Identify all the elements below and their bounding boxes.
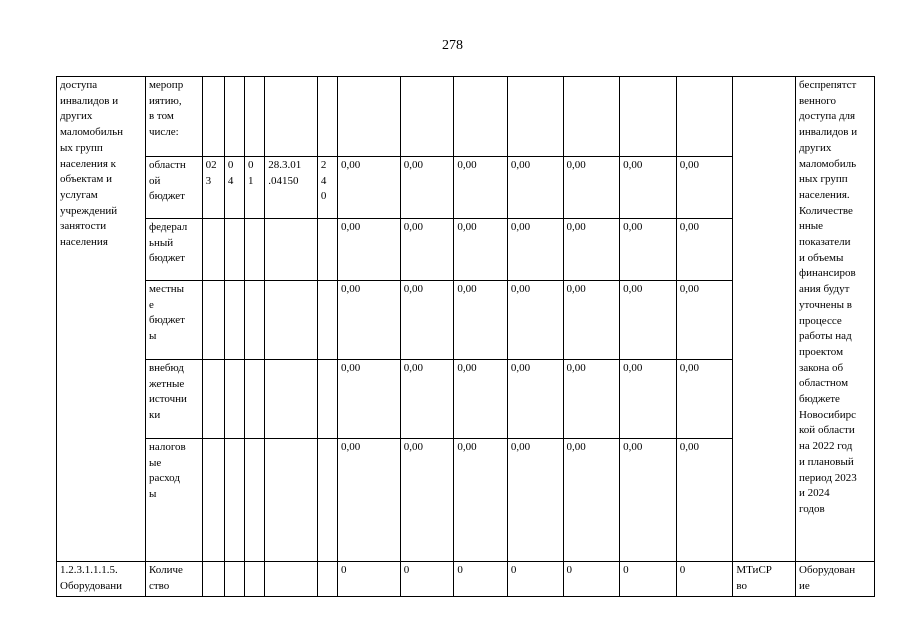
value-cell [563,77,620,157]
value-cell: 0,00 [676,439,733,562]
code-cell-rz [224,77,244,157]
code-cell-csr [265,281,318,360]
table-row [57,77,875,157]
funding-source-cell: внебюд жетные источни ки [145,360,202,439]
value-cell: 0,00 [454,219,508,281]
value-cell: 0 [563,562,620,597]
code-cell-rz: 0 4 [224,157,244,219]
code-cell-csr [265,439,318,562]
value-cell [620,77,677,157]
value-cell: 0,00 [400,219,454,281]
funding-source-cell: федерал ьный бюджет [145,219,202,281]
table-row [57,562,875,597]
value-cell: 0 [620,562,677,597]
value-cell: 0 [338,562,401,597]
code-cell-rz [224,562,244,597]
code-cell-grbs [202,77,224,157]
expected-result-cell: беспрепятст венного доступа для инвалидов и других маломобиль ных групп населения. Количестве нные показатели и объемы финансиров ания будут уточнены в процессе работы над проектом закона об областном бюджете Новосибирс кой области на 2022 год и плановый период 2023 и 2024 годов [796,77,875,562]
code-cell-grbs [202,360,224,439]
page-number: 278 [442,38,463,53]
funding-source-cell: местны е бюджет ы [145,281,202,360]
expected-result-cell: Оборудован ие [796,562,875,597]
code-cell-rz [224,439,244,562]
value-cell: 0,00 [620,360,677,439]
value-cell: 0,00 [400,281,454,360]
value-cell: 0 [400,562,454,597]
code-cell-csr [265,219,318,281]
value-cell: 0,00 [563,157,620,219]
value-cell: 0,00 [676,219,733,281]
code-cell-pr [245,360,265,439]
value-cell: 0 [676,562,733,597]
indicator-cell: Количе ство [145,562,202,597]
funding-source-cell: областн ой бюджет [145,157,202,219]
code-cell-rz [224,360,244,439]
funding-source-cell: налогов ые расход ы [145,439,202,562]
code-cell-grbs: 02 3 [202,157,224,219]
value-cell: 0,00 [454,281,508,360]
code-cell-vr [317,77,337,157]
value-cell: 0,00 [454,439,508,562]
code-cell-grbs [202,439,224,562]
value-cell: 0,00 [454,157,508,219]
code-cell-csr [265,360,318,439]
value-cell: 0,00 [400,439,454,562]
code-cell-grbs [202,562,224,597]
code-cell-pr [245,439,265,562]
code-cell-pr [245,281,265,360]
code-cell-csr: 28.3.01 .04150 [265,157,318,219]
value-cell: 0,00 [563,219,620,281]
value-cell: 0,00 [338,439,401,562]
value-cell: 0,00 [338,281,401,360]
value-cell: 0,00 [620,281,677,360]
value-cell: 0,00 [454,360,508,439]
value-cell: 0,00 [338,219,401,281]
budget-table [56,76,875,597]
value-cell: 0,00 [563,281,620,360]
code-cell-vr [317,281,337,360]
value-cell: 0,00 [338,360,401,439]
code-cell-pr [245,562,265,597]
value-cell: 0,00 [507,360,563,439]
value-cell: 0,00 [563,360,620,439]
code-cell-csr [265,562,318,597]
value-cell [400,77,454,157]
value-cell: 0,00 [338,157,401,219]
value-cell: 0,00 [620,219,677,281]
value-cell: 0,00 [507,281,563,360]
value-cell [338,77,401,157]
value-cell: 0,00 [676,157,733,219]
value-cell: 0 [507,562,563,597]
value-cell: 0,00 [400,157,454,219]
value-cell [507,77,563,157]
funding-source-cell: меропр иятию, в том числе: [145,77,202,157]
executor-cell: МТиСР во [733,562,796,597]
code-cell-vr [317,360,337,439]
value-cell [676,77,733,157]
value-cell: 0,00 [620,439,677,562]
value-cell: 0,00 [676,360,733,439]
measure-code-cell: 1.2.3.1.1.1.5. Оборудовани [57,562,146,597]
measure-name-cell: доступа инвалидов и других маломобильн ых групп населения к объектам и услугам учреждений занятости населения [57,77,146,562]
value-cell: 0 [454,562,508,597]
code-cell-vr [317,219,337,281]
code-cell-pr [245,77,265,157]
code-cell-rz [224,219,244,281]
value-cell: 0,00 [507,157,563,219]
value-cell: 0,00 [400,360,454,439]
value-cell: 0,00 [563,439,620,562]
value-cell: 0,00 [507,219,563,281]
code-cell-rz [224,281,244,360]
code-cell-pr [245,219,265,281]
value-cell: 0,00 [507,439,563,562]
code-cell-grbs [202,281,224,360]
code-cell-vr [317,562,337,597]
code-cell-grbs [202,219,224,281]
executor-cell [733,77,796,562]
value-cell: 0,00 [620,157,677,219]
code-cell-vr [317,439,337,562]
code-cell-csr [265,77,318,157]
code-cell-pr: 0 1 [245,157,265,219]
code-cell-vr: 2 4 0 [317,157,337,219]
value-cell: 0,00 [676,281,733,360]
value-cell [454,77,508,157]
